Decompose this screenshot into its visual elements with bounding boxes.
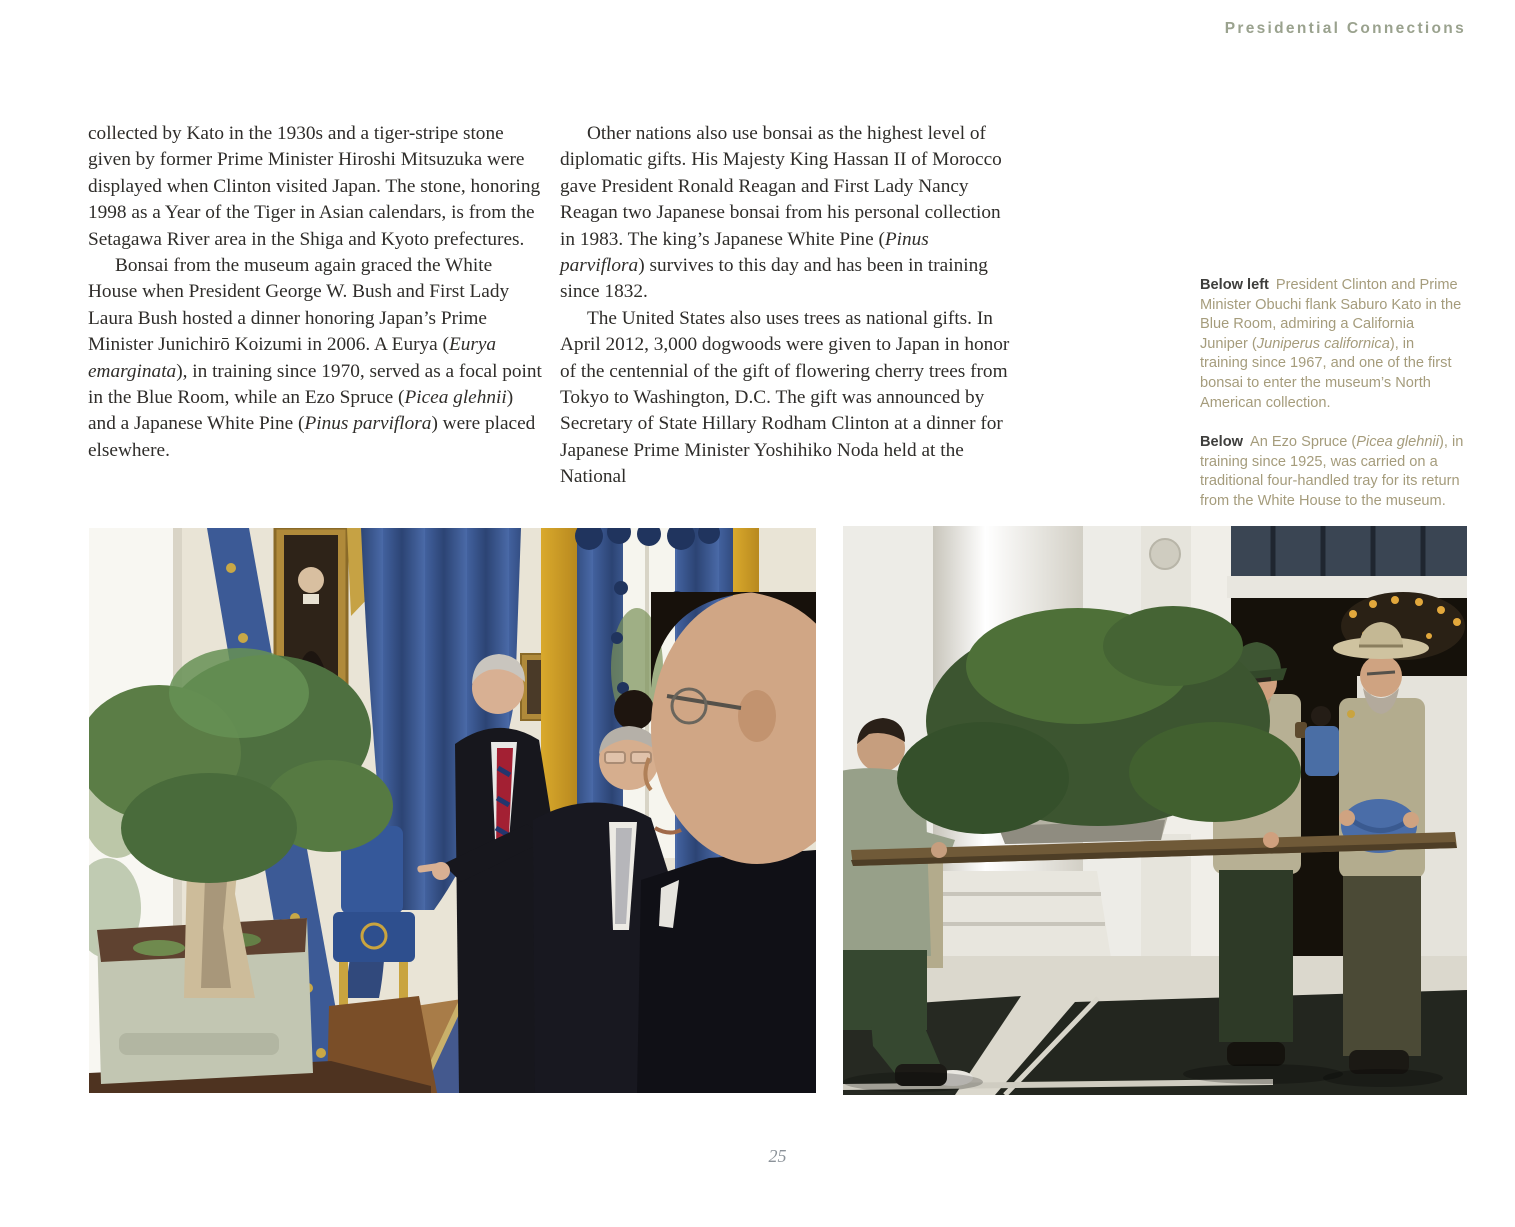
text-column-left xyxy=(88,121,544,464)
whitehouse-entrance-scene xyxy=(843,526,1467,1095)
caption-below xyxy=(1200,433,1466,511)
running-head: Presidential Connections xyxy=(1224,20,1466,37)
caption-label: Below left xyxy=(1200,277,1269,293)
text-column-right xyxy=(560,121,1016,491)
paragraph: Other nations also use bonsai as the highest level of diplomatic gifts. His Majesty King Hassan II of Morocco gave President Ronald Reagan and First Lady Nancy Reagan two Japanese bonsai from his personal collection in 1983. The king’s Japanese White Pine (Pinus parviflora) survives to this day and has been in training since 1832. xyxy=(560,123,1002,303)
paragraph: collected by Kato in the 1930s and a tiger-stripe stone given by former Prime Minister Hiroshi Mitsuzuka were displayed when Clinton visited Japan. The stone, honoring 1998 as a Year of the Tiger in Asian calendars, is from the Setagawa River area in the Shiga and Kyoto prefectures. xyxy=(88,123,541,250)
caption-text: President Clinton and Prime Minister Obuchi flank Saburo Kato in the Blue Room, admiring a California Juniper (Juniperus californica), in training since 1967, and one of the first bonsai to enter the museum’s North American collection. xyxy=(1200,277,1462,411)
photo-bonsai-carry xyxy=(843,526,1467,1095)
paragraph: Bonsai from the museum again graced the White House when President George W. Bush and First Lady Laura Bush hosted a dinner honoring Japan’s Prime Minister Junichirō Koizumi in 2006. A Eurya (Eurya emarginata), in training since 1970, served as a focal point in the Blue Room, while an Ezo Spruce (Picea glehnii) and a Japanese White Pine (Pinus parviflora) were placed elsewhere. xyxy=(88,255,542,461)
caption-label: Below xyxy=(1200,434,1243,451)
photo-blue-room xyxy=(89,528,816,1093)
photo-captions xyxy=(1200,276,1466,532)
blue-room-scene xyxy=(89,528,816,1093)
caption-below-left xyxy=(1200,276,1466,413)
paragraph: The United States also uses trees as national gifts. In April 2012, 3,000 dogwoods were given to Japan in honor of the centennial of the gift of flowering cherry trees from Tokyo to Washington, D.C. The gift was announced by Secretary of State Hillary Rodham Clinton at a dinner for Japanese Prime Minister Yoshihiko Noda held at the National xyxy=(560,307,1010,488)
page-number: 25 xyxy=(768,1146,787,1166)
caption-text: An Ezo Spruce (Picea glehnii), in training since 1925, was carried on a traditional four-handled tray for its return from the White House to the museum. xyxy=(1200,434,1464,509)
